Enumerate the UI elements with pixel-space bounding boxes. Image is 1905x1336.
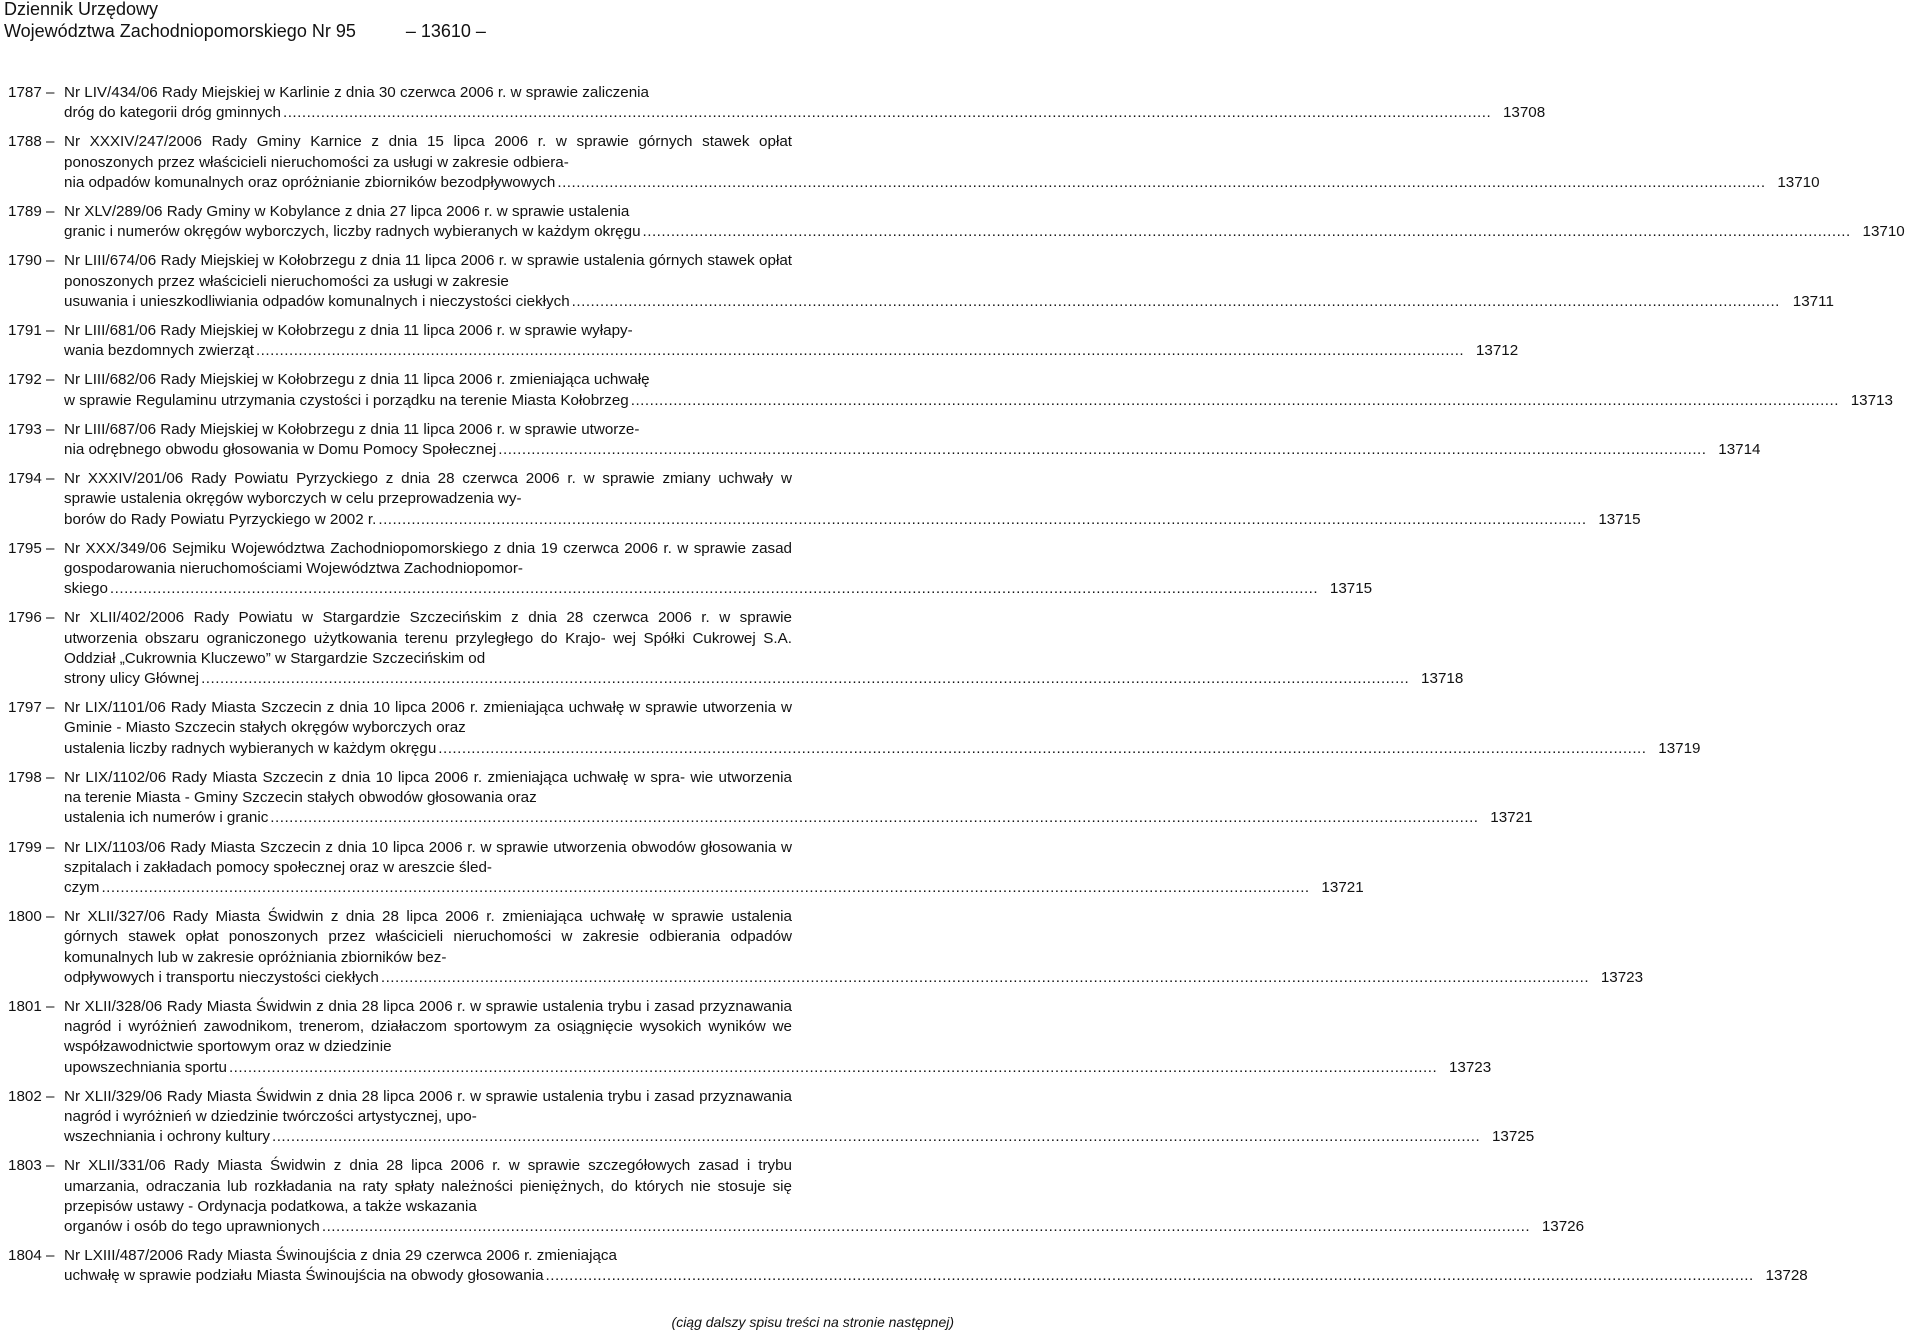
- dot-leader: [643, 222, 1851, 242]
- entry-page-number: 13719: [1658, 739, 1701, 757]
- entry-number: 1793 –: [8, 420, 55, 438]
- dot-leader: [378, 510, 1586, 530]
- entry-description-end: skiego: [64, 580, 108, 598]
- entry-description-end: uchwałę w sprawie podziału Miasta Świnoujścia na obwody głosowania: [64, 1267, 544, 1285]
- page-header: [4, 0, 486, 42]
- toc-entry: [8, 469, 1641, 530]
- entry-page-number: 13723: [1600, 968, 1644, 986]
- dot-leader: [283, 103, 1491, 123]
- entry-description: Nr XXXIV/247/2006 Rady Gminy Karnice z dnia 15 lipca 2006 r. w sprawie górnych stawek opłat ponoszonych przez właścicieli nieruchomości za usługi w zakresie odbiera-: [64, 133, 792, 171]
- entry-description-end: usuwania i unieszkodliwiania odpadów komunalnych i nieczystości ciekłych: [64, 292, 570, 310]
- entry-description-end: ustalenia ich numerów i granic: [64, 809, 269, 827]
- dot-leader: [631, 391, 1839, 411]
- toc-entry: [8, 1246, 1808, 1286]
- entry-number: 1791 –: [8, 322, 55, 340]
- entry-last-line: [64, 579, 1373, 599]
- dot-leader: [229, 1058, 1437, 1078]
- entry-page-number: 13718: [1421, 670, 1464, 688]
- entry-description-end: nia odpadów komunalnych oraz opróżnianie zbiorników bezodpływowych: [64, 173, 556, 191]
- toc-entry: [8, 907, 1644, 988]
- dot-leader: [110, 579, 1318, 599]
- entry-number: 1801 –: [8, 997, 55, 1015]
- entry-description-end: wszechniania i ochrony kultury: [64, 1128, 270, 1146]
- entry-last-line: [64, 341, 1519, 361]
- entry-number: 1802 –: [8, 1087, 55, 1105]
- entry-description-end: borów do Rady Powiatu Pyrzyckiego w 2002 r.: [64, 510, 377, 528]
- entry-last-line: [64, 1266, 1808, 1286]
- entry-last-line: [64, 968, 1644, 988]
- dot-leader: [381, 968, 1589, 988]
- entry-page-number: 13725: [1491, 1128, 1535, 1146]
- continuation-note: (ciąg dalszy spisu treści na stronie następnej): [671, 1314, 954, 1330]
- entry-description-end: wania bezdomnych zwierząt: [64, 342, 254, 360]
- entry-number: 1795 –: [8, 539, 55, 557]
- entry-description: Nr LIX/1102/06 Rady Miasta Szczecin z dnia 10 lipca 2006 r. zmieniająca uchwałę w spra- wie utworzenia na terenie Miasta - Gminy Szczecin stałych obwodów głosowania oraz: [64, 768, 792, 807]
- entry-description: Nr XLII/329/06 Rady Miasta Świdwin z dnia 28 lipca 2006 r. w sprawie ustalenia trybu i zasad przyznawania nagród i wyróżnień w dziedzinie twórczości artystycznej, upo-: [64, 1087, 792, 1125]
- entry-page-number: 13721: [1490, 809, 1533, 827]
- entry-description: Nr XXXIV/201/06 Rady Powiatu Pyrzyckiego z dnia 28 czerwca 2006 r. w sprawie zmiany uchwały w sprawie ustalenia okręgów wyborczych w celu przeprowadzenia wy-: [64, 470, 792, 508]
- entry-description: Nr LIII/681/06 Rady Miejskiej w Kołobrzegu z dnia 11 lipca 2006 r. w sprawie wyłapy-: [64, 322, 633, 340]
- entry-last-line: [64, 878, 1364, 898]
- toc-entry: [8, 539, 1373, 600]
- entry-page-number: 13710: [1862, 223, 1905, 241]
- entry-number: 1794 –: [8, 470, 55, 488]
- dot-leader: [272, 1127, 1480, 1147]
- entry-last-line: [64, 510, 1641, 530]
- dot-leader: [322, 1217, 1530, 1237]
- entry-description: Nr XLII/328/06 Rady Miasta Świdwin z dnia 28 lipca 2006 r. w sprawie ustalenia trybu i zasad przyznawania nagród i wyróżnień zawodnikom, trenerom, działaczom sportowym za osiągnięcie wysokich wyników we współzawodnictwie sportowym oraz w dziedzinie: [64, 997, 792, 1056]
- toc-entry: [8, 1087, 1535, 1148]
- entry-last-line: [64, 1058, 1492, 1078]
- entry-page-number: 13728: [1765, 1267, 1808, 1285]
- entry-page-number: 13711: [1792, 292, 1834, 310]
- entry-last-line: [64, 669, 1464, 689]
- entry-last-line: [64, 440, 1761, 460]
- entry-number: 1790 –: [8, 252, 55, 270]
- entry-description: Nr LIV/434/06 Rady Miejskiej w Karlinie z dnia 30 czerwca 2006 r. w sprawie zaliczenia: [64, 84, 649, 101]
- entry-last-line: [64, 1217, 1585, 1237]
- journal-subtitle-line: [4, 20, 486, 42]
- entry-description-end: strony ulicy Głównej: [64, 670, 200, 688]
- entry-number: 1800 –: [8, 908, 55, 926]
- entry-description: Nr XLII/331/06 Rady Miasta Świdwin z dnia 28 lipca 2006 r. w sprawie szczegółowych zasad i trybu umarzania, odraczania lub rozkładania na raty spłaty należności pieniężnych, do których nie stosuje się przepisów ustawy - Ordynacja podatkowa, a także wskazania: [64, 1157, 792, 1215]
- toc-entry: [8, 698, 1701, 759]
- entry-last-line: [64, 739, 1701, 759]
- entry-description: Nr LXIII/487/2006 Rady Miasta Świnoujścia z dnia 29 czerwca 2006 r. zmieniająca: [64, 1247, 617, 1265]
- entry-description: Nr XLII/402/2006 Rady Powiatu w Stargardzie Szczecińskim z dnia 28 czerwca 2006 r. w sprawie utworzenia obszaru ograniczonego użytkowania terenu przyległego do Krajo- wej Spółki Cukrowej S.A. Oddział „Cukrownia Kluczewo” w Stargardzie Szczecińskim od: [64, 609, 792, 667]
- toc-entry: [8, 321, 1519, 361]
- entry-number: 1787 –: [8, 84, 55, 101]
- toc-entry: [8, 838, 1364, 899]
- dot-leader: [256, 341, 1464, 361]
- entry-description: Nr LIX/1101/06 Rady Miasta Szczecin z dnia 10 lipca 2006 r. zmieniająca uchwałę w sprawie utworzenia w Gminie - Miasto Szczecin stałych okręgów wyborczych oraz: [64, 699, 792, 737]
- entry-description-end: dróg do kategorii dróg gminnych: [64, 104, 281, 122]
- entry-description: Nr LIX/1103/06 Rady Miasta Szczecin z dnia 10 lipca 2006 r. w sprawie utworzenia obwodów głosowania w szpitalach i zakładach pomocy społecznej oraz w areszcie śled-: [64, 838, 792, 876]
- toc-entry: [8, 202, 1905, 242]
- dot-leader: [101, 878, 1309, 898]
- entry-last-line: [64, 222, 1905, 242]
- entry-number: 1799 –: [8, 838, 55, 856]
- entry-number: 1797 –: [8, 699, 55, 717]
- journal-title: Dziennik Urzędowy: [4, 0, 159, 19]
- entry-number: 1789 –: [8, 203, 55, 221]
- toc-entry: [8, 768, 1533, 829]
- entry-description-end: odpływowych i transportu nieczystości ciekłych: [64, 968, 379, 986]
- toc-entry: [8, 370, 1893, 410]
- entry-page-number: 13721: [1321, 878, 1364, 896]
- entry-description: Nr XLII/327/06 Rady Miasta Świdwin z dnia 28 lipca 2006 r. zmieniająca uchwałę w sprawie ustalenia górnych stawek opłat ponoszonych przez właścicieli nieruchomości w zakresie odbierania odpadów komunalnych lub w zakresie opróżniania zbiorników bez-: [64, 908, 792, 966]
- journal-subtitle: Województwa Zachodniopomorskiego Nr 95: [4, 21, 356, 41]
- dot-leader: [270, 808, 1478, 828]
- dot-leader: [557, 173, 1765, 193]
- toc-entry: [8, 997, 1492, 1078]
- dot-leader: [438, 739, 1646, 759]
- entry-description: Nr LIII/674/06 Rady Miejskiej w Kołobrzegu z dnia 11 lipca 2006 r. w sprawie ustalenia górnych stawek opłat ponoszonych przez właścicieli nieruchomości za usługi w zakresie: [64, 252, 792, 290]
- entry-description-end: nia odrębnego obwodu głosowania w Domu Pomocy Społecznej: [64, 441, 497, 459]
- toc-entry: [8, 251, 1834, 312]
- entry-last-line: [64, 173, 1820, 193]
- entry-page-number: 13710: [1777, 173, 1820, 191]
- entry-page-number: 13715: [1598, 510, 1641, 528]
- entry-description-end: granic i numerów okręgów wyborczych, liczby radnych wybieranych w każdym okręgu: [64, 223, 641, 241]
- toc-entry: [8, 608, 1464, 689]
- entry-last-line: [64, 391, 1893, 411]
- entry-number: 1796 –: [8, 609, 55, 627]
- entry-page-number: 13723: [1448, 1058, 1492, 1076]
- entry-page-number: 13715: [1329, 580, 1373, 598]
- entry-last-line: [64, 292, 1834, 312]
- entry-number: 1788 –: [8, 133, 55, 151]
- page-marker: – 13610 –: [405, 21, 486, 41]
- entry-page-number: 13713: [1850, 391, 1893, 409]
- entry-number: 1804 –: [8, 1247, 55, 1265]
- entry-description: Nr XXX/349/06 Sejmiku Województwa Zachodniopomorskiego z dnia 19 czerwca 2006 r. w sprawie zasad gospodarowania nieruchomościami Województwa Zachodniopomor-: [64, 539, 792, 578]
- dot-leader: [201, 669, 1409, 689]
- entry-description-end: czym: [64, 878, 100, 896]
- entry-last-line: [64, 1127, 1535, 1147]
- entry-number: 1798 –: [8, 768, 55, 786]
- entry-number: 1803 –: [8, 1157, 55, 1175]
- toc-entry: [8, 132, 1820, 193]
- entry-description-end: ustalenia liczby radnych wybieranych w każdym okręgu: [64, 739, 437, 757]
- table-of-contents: [8, 83, 1905, 1296]
- entry-page-number: 13708: [1502, 104, 1546, 122]
- entry-description-end: upowszechniania sportu: [64, 1058, 227, 1076]
- entry-page-number: 13714: [1718, 441, 1761, 459]
- entry-description-end: organów i osób do tego uprawnionych: [64, 1217, 320, 1235]
- toc-entry: [8, 420, 1761, 460]
- entry-description: Nr LIII/682/06 Rady Miejskiej w Kołobrzegu z dnia 11 lipca 2006 r. zmieniająca uchwałę: [64, 371, 650, 389]
- toc-entry: [8, 1156, 1585, 1237]
- toc-entry: [8, 83, 1546, 123]
- entry-page-number: 13726: [1541, 1217, 1585, 1235]
- entry-last-line: [64, 808, 1533, 828]
- dot-leader: [546, 1266, 1754, 1286]
- entry-number: 1792 –: [8, 371, 55, 389]
- entry-description: Nr LIII/687/06 Rady Miejskiej w Kołobrzegu z dnia 11 lipca 2006 r. w sprawie utworze-: [64, 420, 640, 438]
- dot-leader: [572, 292, 1780, 312]
- entry-description-end: w sprawie Regulaminu utrzymania czystości i porządku na terenie Miasta Kołobrzeg: [64, 391, 629, 409]
- entry-description: Nr XLV/289/06 Rady Gminy w Kobylance z dnia 27 lipca 2006 r. w sprawie ustalenia: [64, 203, 630, 221]
- dot-leader: [498, 440, 1706, 460]
- entry-page-number: 13712: [1475, 342, 1519, 360]
- entry-last-line: [64, 103, 1546, 123]
